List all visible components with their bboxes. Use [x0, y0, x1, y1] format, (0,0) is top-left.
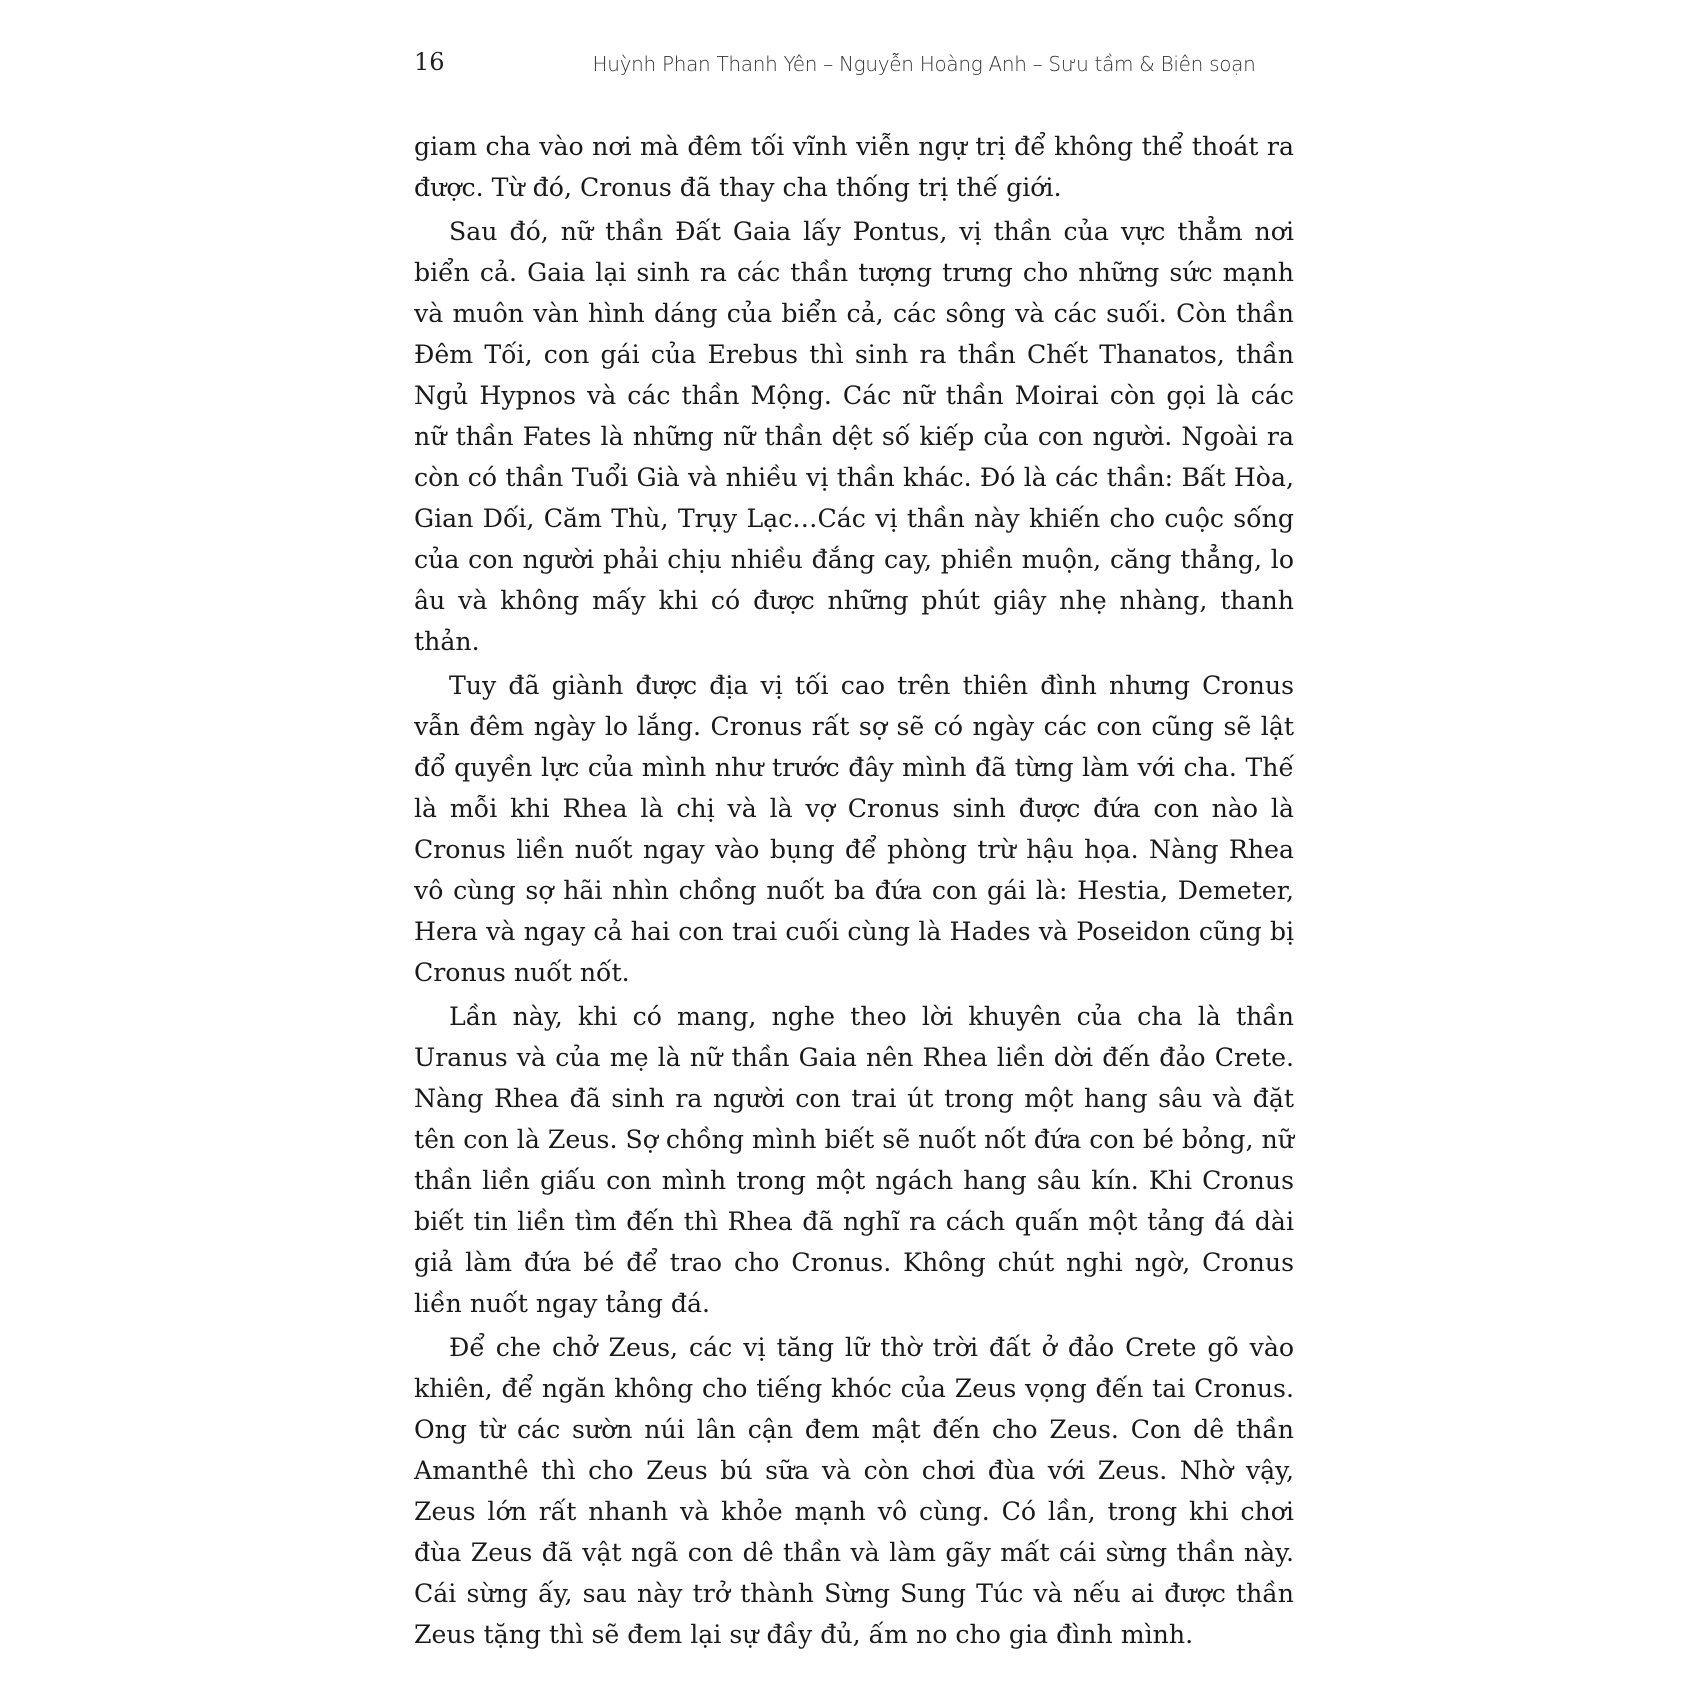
- paragraph: Tuy đã giành được địa vị tối cao trên thiên đình nhưng Cronus vẫn đêm ngày lo lắng. Cronus rất sợ sẽ có ngày các con cũng sẽ lật đổ quyền lực của mình như trước đây mình đã từng làm với cha. Thế là mỗi khi Rhea là chị và là vợ Cronus sinh được đứa con nào là Cronus liền nuốt ngay vào bụng để phòng trừ hậu họa. Nàng Rhea vô cùng sợ hãi nhìn chồng nuốt ba đứa con gái là: Hestia, Demeter, Hera và ngay cả hai con trai cuối cùng là Hades và Poseidon cũng bị Cronus nuốt nốt.: [414, 671, 1294, 987]
- paragraph: giam cha vào nơi mà đêm tối vĩnh viễn ngự trị để không thể thoát ra được. Từ đó, Cronus đã thay cha thống trị thế giới.: [414, 132, 1294, 202]
- running-title: Huỳnh Phan Thanh Yên – Nguyễn Hoàng Anh – Sưu tầm & Biên soạn: [592, 52, 1256, 76]
- paragraph: Lần này, khi có mang, nghe theo lời khuyên của cha là thần Uranus và của mẹ là nữ thần Gaia nên Rhea liền dời đến đảo Crete. Nàng Rhea đã sinh ra người con trai út trong một hang sâu và đặt tên con là Zeus. Sợ chồng mình biết sẽ nuốt nốt đứa con bé bỏng, nữ thần liền giấu con mình trong một ngách hang sâu kín. Khi Cronus biết tin liền tìm đến thì Rhea đã nghĩ ra cách quấn một tảng đá dài giả làm đứa bé để trao cho Cronus. Không chút nghi ngờ, Cronus liền nuốt ngay tảng đá.: [414, 1002, 1294, 1318]
- page-number: 16: [414, 48, 445, 76]
- running-header: [414, 44, 1294, 84]
- paragraph: Sau đó, nữ thần Đất Gaia lấy Pontus, vị thần của vực thẳm nơi biển cả. Gaia lại sinh ra các thần tượng trưng cho những sức mạnh và muôn vàn hình dáng của biển cả, các sông và các suối. Còn thần Đêm Tối, con gái của Erebus thì sinh ra thần Chết Thanatos, thần Ngủ Hypnos và các thần Mộng. Các nữ thần Moirai còn gọi là các nữ thần Fates là những nữ thần dệt số kiếp của con người. Ngoài ra còn có thần Tuổi Già và nhiều vị thần khác. Đó là các thần: Bất Hòa, Gian Dối, Căm Thù, Trụy Lạc…Các vị thần này khiến cho cuộc sống của con người phải chịu nhiều đắng cay, phiền muộn, căng thẳng, lo âu và không mấy khi có được những phút giây nhẹ nhàng, thanh thản.: [414, 217, 1294, 656]
- body-text: [414, 126, 1294, 1658]
- paragraph: Để che chở Zeus, các vị tăng lữ thờ trời đất ở đảo Crete gõ vào khiên, để ngăn không cho tiếng khóc của Zeus vọng đến tai Cronus. Ong từ các sườn núi lân cận đem mật đến cho Zeus. Con dê thần Amanthê thì cho Zeus bú sữa và còn chơi đùa với Zeus. Nhờ vậy, Zeus lớn rất nhanh và khỏe mạnh vô cùng. Có lần, trong khi chơi đùa Zeus đã vật ngã con dê thần và làm gãy mất cái sừng thần này. Cái sừng ấy, sau này trở thành Sừng Sung Túc và nếu ai được thần Zeus tặng thì sẽ đem lại sự đầy đủ, ấm no cho gia đình mình.: [414, 1333, 1294, 1649]
